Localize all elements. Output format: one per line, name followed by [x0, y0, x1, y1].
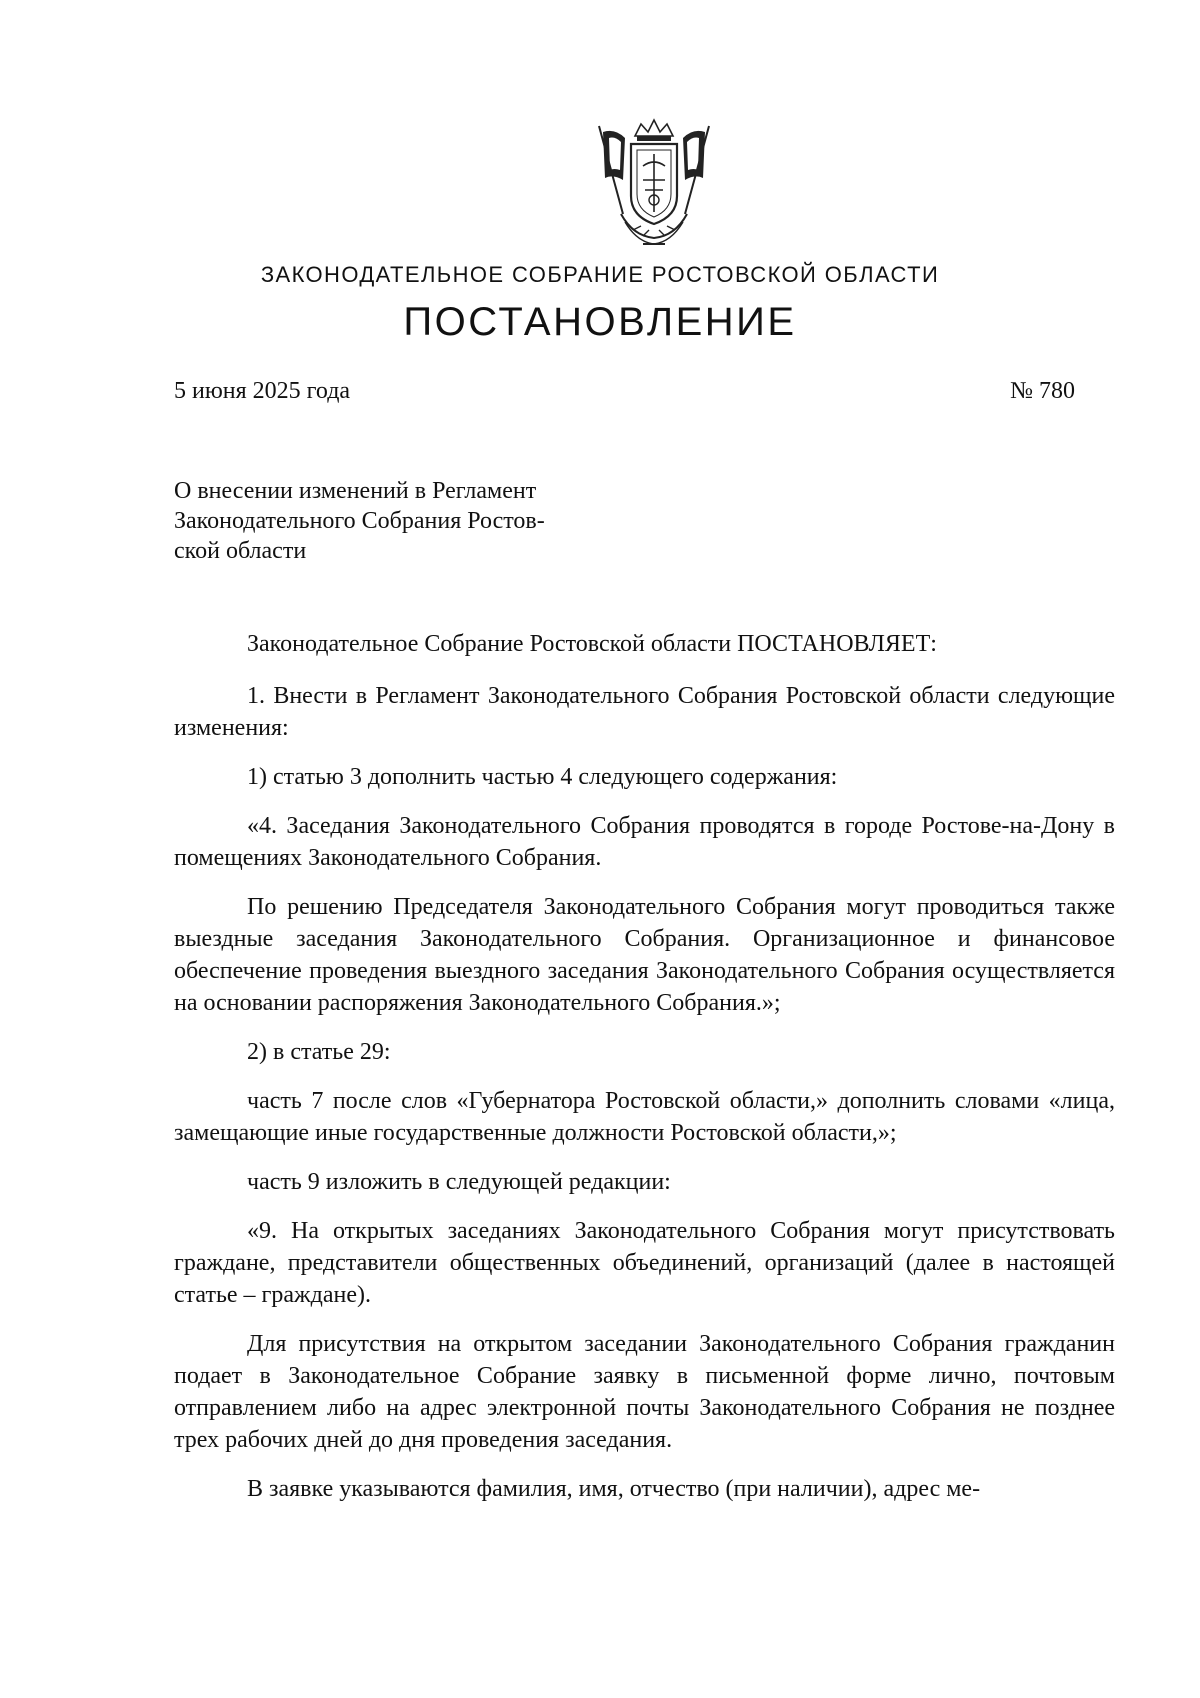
body-paragraph: В заявке указываются фамилия, имя, отчество (при наличии), адрес ме- — [247, 1476, 981, 1502]
document-type-title: ПОСТАНОВЛЕНИЕ — [403, 300, 797, 344]
body-paragraph: 2) в статье 29: — [247, 1039, 391, 1065]
resolution-preamble: Законодательное Собрание Ростовской области ПОСТАНОВЛЯЕТ: — [247, 631, 937, 657]
subject-line: О внесении изменений в Регламент — [174, 478, 537, 504]
document-date: 5 июня 2025 года — [174, 378, 351, 404]
subject-line: Законодательного Собрания Ростов- — [174, 508, 545, 534]
org-name: ЗАКОНОДАТЕЛЬНОЕ СОБРАНИЕ РОСТОВСКОЙ ОБЛАСТИ — [260, 262, 940, 287]
body-paragraph: 1. Внести в Регламент Законодательного Собрания Ростовской области следующие изменения: — [174, 683, 1115, 741]
body-paragraph: «9. На открытых заседаниях Законодательного Собрания могут присутствовать граждане, представители общественных объединений, организаций (далее в настоящей статье – граждане). — [174, 1218, 1115, 1308]
body-paragraph: часть 9 изложить в следующей редакции: — [247, 1169, 671, 1195]
subject-line: ской области — [174, 538, 307, 564]
body-paragraph: 1) статью 3 дополнить частью 4 следующего содержания: — [247, 764, 838, 790]
document-subject — [174, 476, 644, 566]
body-paragraph: По решению Председателя Законодательного Собрания могут проводиться также выездные заседания Законодательного Собрания. Организационное и финансовое обеспечение проведения выездного заседания Законодательного Собрания осуществляется на основании распоряжения Законодательного Собрания.»; — [174, 894, 1115, 1016]
document-number: № 780 — [1010, 378, 1075, 404]
coat-of-arms-icon — [593, 118, 715, 250]
document-body — [174, 628, 1115, 1522]
body-paragraph: «4. Заседания Законодательного Собрания проводятся в городе Ростове-на-Дону в помещениях Законодательного Собрания. — [174, 813, 1115, 871]
body-paragraph: часть 7 после слов «Губернатора Ростовской области,» дополнить словами «лица, замещающие иные государственные должности Ростовской области,»; — [174, 1088, 1115, 1146]
body-paragraph: Для присутствия на открытом заседании Законодательного Собрания гражданин подает в Законодательное Собрание заявку в письменной форме лично, почтовым отправлением либо на адрес электронной почты Законодательного Собрания не позднее трех рабочих дней до дня проведения заседания. — [174, 1331, 1115, 1453]
